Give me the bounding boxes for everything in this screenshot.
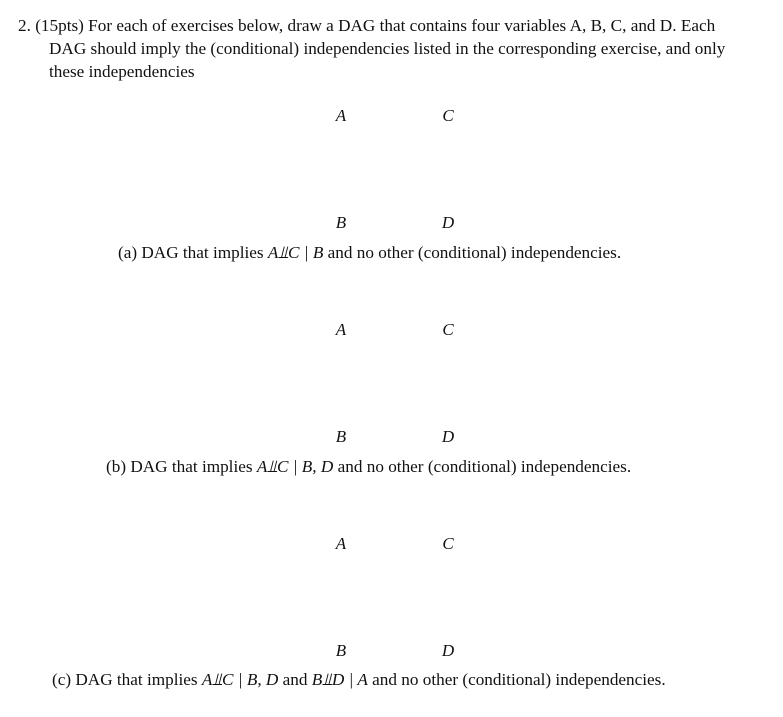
dag-c-caption <box>52 669 666 691</box>
dag-b-node-b: B <box>335 427 347 446</box>
dag-b-caption <box>106 456 631 478</box>
dag-b-caption-label: (b) <box>106 457 127 476</box>
dag-a-node-a: A <box>335 106 347 125</box>
problem-line-3: these independencies <box>49 62 195 81</box>
dag-b-node-a: A <box>335 320 347 339</box>
dag-a-caption-prefix: DAG that implies <box>141 243 264 262</box>
dag-b-caption-suffix: and no other (conditional) independencies. <box>337 457 632 476</box>
dag-c-caption-prefix: DAG that implies <box>75 670 198 689</box>
dag-a-node-c: C <box>442 106 454 125</box>
dag-a-caption-math: A⫫C | B <box>267 243 324 262</box>
dag-a-node-d: D <box>441 213 455 232</box>
dag-a-caption <box>118 242 621 264</box>
dag-b-caption-math: A⫫C | B, D <box>256 457 334 476</box>
dag-a-caption-suffix: and no other (conditional) independencies. <box>327 243 622 262</box>
dag-c-node-d: D <box>441 641 455 660</box>
dag-c-caption-suffix: and no other (conditional) independencies. <box>372 670 666 689</box>
dag-a-node-b: B <box>335 213 347 232</box>
dag-c-caption-connector: and <box>282 670 308 689</box>
dag-b-node-d: D <box>441 427 455 446</box>
dag-c-caption-math: A⫫C | B, D <box>201 670 279 689</box>
dag-c-caption-math-2: B⫫D | A <box>311 670 368 689</box>
dag-c-node-c: C <box>442 534 454 553</box>
dag-a-caption-label: (a) <box>118 243 138 262</box>
dag-b-caption-prefix: DAG that implies <box>130 457 253 476</box>
dag-c-caption-label: (c) <box>52 670 72 689</box>
dag-c-node-b: B <box>335 641 347 660</box>
dag-b-node-c: C <box>442 320 454 339</box>
problem-line-2: DAG should imply the (conditional) independencies listed in the corresponding exercise, and only <box>49 39 726 58</box>
problem-statement <box>18 14 783 83</box>
problem-line-1: 2. (15pts) For each of exercises below, draw a DAG that contains four variables A, B, C, and D. Each <box>18 16 716 35</box>
dag-c-node-a: A <box>335 534 347 553</box>
